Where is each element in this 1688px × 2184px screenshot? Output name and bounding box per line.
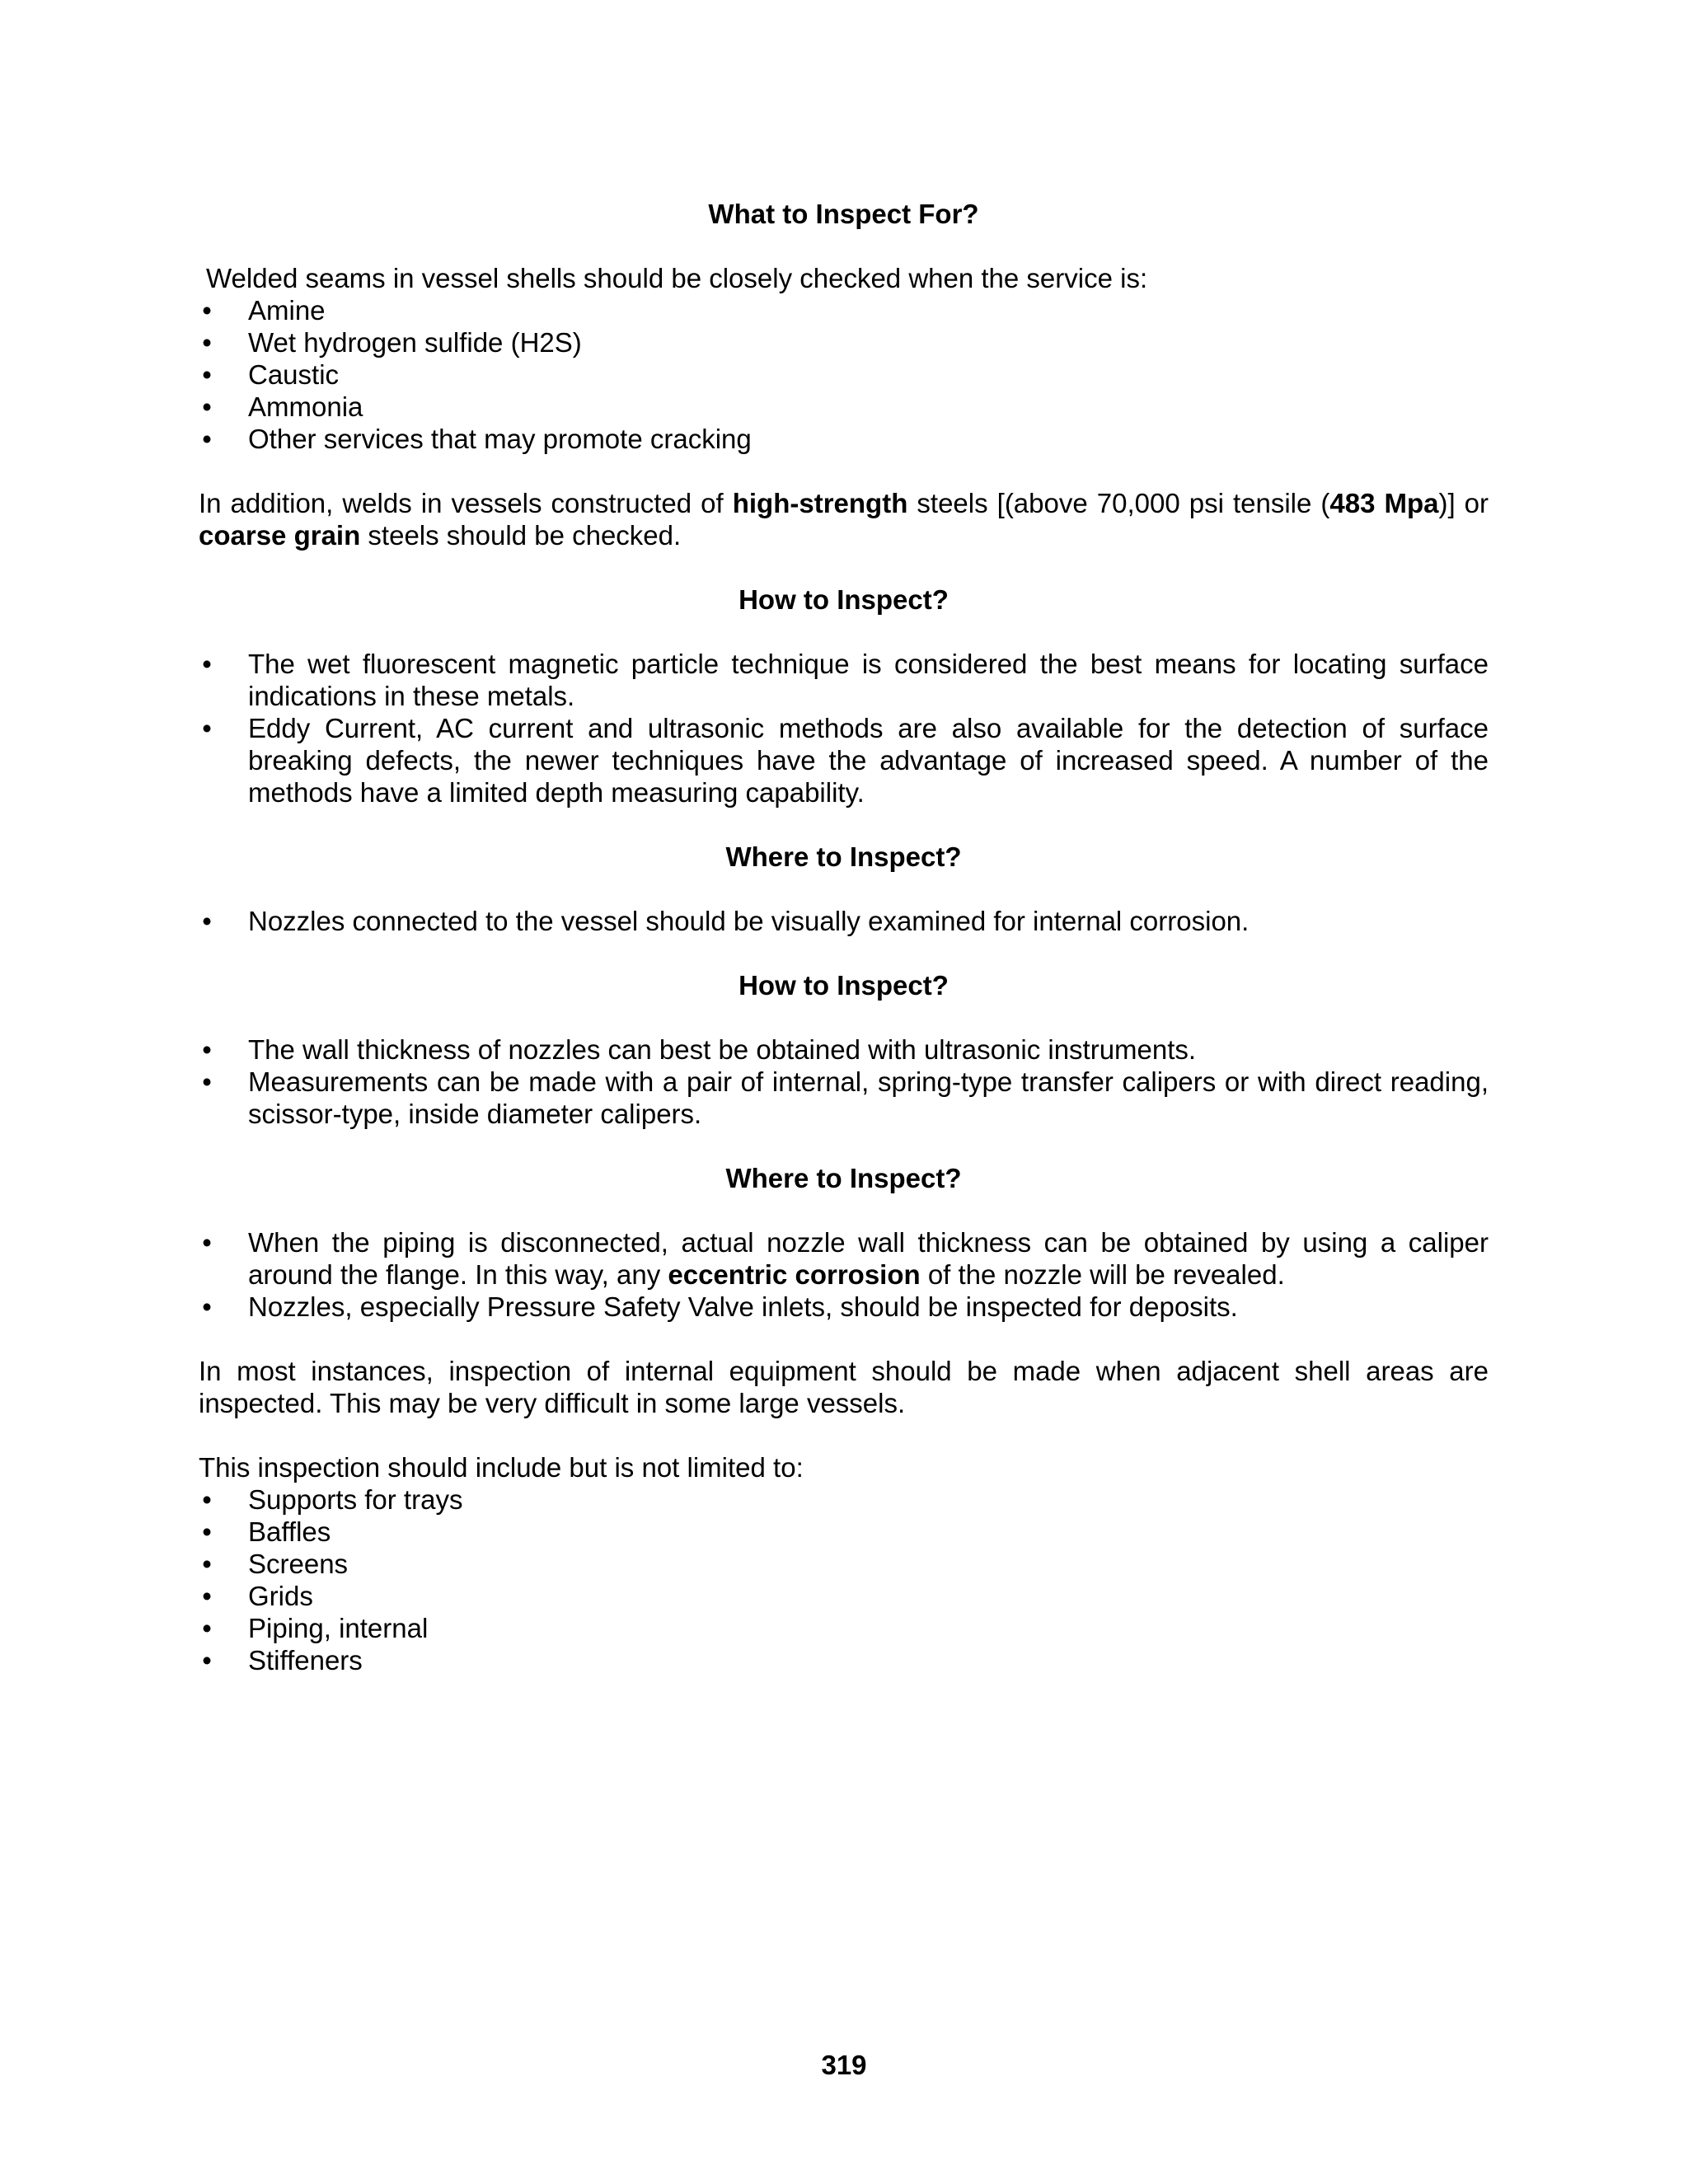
list-item: • Caustic <box>199 359 1489 391</box>
list-item: • Screens <box>199 1548 1489 1580</box>
page-number: 319 <box>821 2050 867 2080</box>
bullet-icon: • <box>202 359 212 390</box>
nozzle-list <box>199 1226 1489 1323</box>
bullet-icon: • <box>202 1066 212 1097</box>
internal-equipment-paragraph: In most instances, inspection of internal equipment should be made when adjacent shell areas are inspected. This may be very difficult in some large vessels. <box>199 1356 1489 1418</box>
list-item: • Nozzles, especially Pressure Safety Valve inlets, should be inspected for deposits. <box>199 1291 1489 1323</box>
bullet-icon: • <box>202 1645 212 1675</box>
steels-paragraph: In addition, welds in vessels constructed of high-strength steels [(above 70,000 psi tensile (483 Mpa)] or coarse grain steels should be checked. <box>199 488 1489 551</box>
method-list <box>199 648 1489 808</box>
list-item: • Stiffeners <box>199 1644 1489 1676</box>
bullet-icon: • <box>202 906 212 936</box>
bullet-icon: • <box>202 1581 212 1611</box>
service-list <box>199 294 1489 455</box>
list-item: • Ammonia <box>199 391 1489 423</box>
bullet-icon: • <box>202 713 212 743</box>
section-heading: Where to Inspect? <box>725 1163 962 1193</box>
bullet-icon: • <box>202 1227 212 1258</box>
list-item: • Eddy Current, AC current and ultrasonic methods are also available for the detection of surface breaking defects, the newer techniques have the advantage of increased speed. A number of the methods have a limited depth measuring capability. <box>199 712 1489 808</box>
bullet-icon: • <box>202 1484 212 1515</box>
list-item: • Piping, internal <box>199 1612 1489 1644</box>
bullet-icon: • <box>202 649 212 679</box>
list-item: • Amine <box>199 294 1489 326</box>
section-heading: How to Inspect? <box>738 584 949 615</box>
internals-list <box>199 1483 1489 1676</box>
list-item: • The wall thickness of nozzles can best be obtained with ultrasonic instruments. <box>199 1033 1489 1066</box>
intro-paragraph: Welded seams in vessel shells should be closely checked when the service is: <box>206 263 1148 293</box>
bullet-icon: • <box>202 1549 212 1579</box>
list-item: • The wet fluorescent magnetic particle technique is considered the best means for locating surface indications in these metals. <box>199 648 1489 712</box>
inspection-include-paragraph: This inspection should include but is not limited to: <box>199 1452 804 1483</box>
section-heading: What to Inspect For? <box>708 199 979 229</box>
document-page <box>199 198 1489 1676</box>
section-heading: How to Inspect? <box>738 970 949 1001</box>
list-item: • When the piping is disconnected, actual nozzle wall thickness can be obtained by using a caliper around the flange. In this way, any eccentric corrosion of the nozzle will be revealed. <box>199 1226 1489 1291</box>
bullet-icon: • <box>202 424 212 454</box>
list-item: • Supports for trays <box>199 1483 1489 1516</box>
bullet-icon: • <box>202 295 212 326</box>
bullet-icon: • <box>202 327 212 358</box>
thickness-list <box>199 1033 1489 1130</box>
list-item: • Nozzles connected to the vessel should be visually examined for internal corrosion. <box>199 905 1489 937</box>
location-list <box>199 905 1489 937</box>
list-item: • Other services that may promote cracking <box>199 423 1489 455</box>
list-item: • Wet hydrogen sulfide (H2S) <box>199 326 1489 359</box>
bullet-icon: • <box>202 1034 212 1065</box>
bullet-icon: • <box>202 1291 212 1322</box>
bullet-icon: • <box>202 1613 212 1643</box>
section-heading: Where to Inspect? <box>725 841 962 872</box>
bullet-icon: • <box>202 391 212 422</box>
list-item: • Measurements can be made with a pair of internal, spring-type transfer calipers or with direct reading, scissor-type, inside diameter calipers. <box>199 1066 1489 1130</box>
list-item: • Baffles <box>199 1516 1489 1548</box>
bullet-icon: • <box>202 1516 212 1547</box>
list-item: • Grids <box>199 1580 1489 1612</box>
